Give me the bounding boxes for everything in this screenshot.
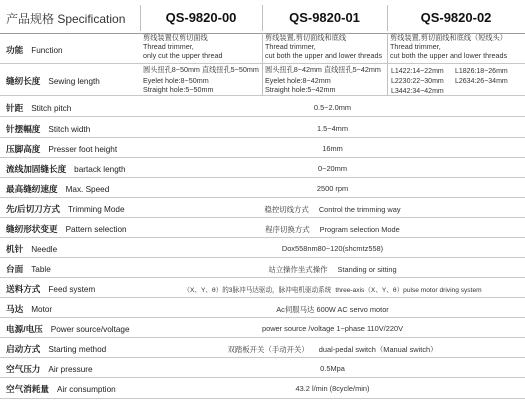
row-divider <box>0 116 525 117</box>
needle-value: Dox558nm80~120(shcmtz558) <box>281 244 384 253</box>
function-01: 剪线装置,剪切面线和底线 Thread trimmer, cut both the upper and lower threads <box>265 33 383 61</box>
power-source-value: power source /voltage 1~phase 110V/220V <box>262 324 403 333</box>
sewing-length-01: 圆头扭孔8~42mm 直线扭孔5~42mm Eyelet hole:8~42mm Straight hole:5~42mm <box>265 65 381 95</box>
stitch-width-label: 针摆幅度 Stitch width <box>6 124 91 134</box>
row-divider <box>0 95 525 96</box>
max-speed-value: 2500 rpm <box>316 184 349 193</box>
sewing-length-label: 缝纫长度 Sewing length <box>6 76 100 86</box>
starting-method-label: 启动方式 Starting method <box>6 344 107 354</box>
row-divider <box>0 337 525 338</box>
row-divider <box>0 357 525 358</box>
presser-foot-label: 压脚高度 Presser foot height <box>6 144 118 154</box>
table-label: 台面 Table <box>6 264 51 274</box>
row-divider <box>0 398 525 399</box>
table-header <box>0 0 525 34</box>
row-divider <box>0 63 525 64</box>
function-00: 剪线装置仅剪切面线 Thread trimmer, only cut the upper thread <box>143 33 223 61</box>
row-divider <box>0 197 525 198</box>
model-header-02: QS-9820-02 <box>420 10 492 25</box>
air-pressure-label: 空气压力 Air pressure <box>6 364 93 374</box>
row-divider <box>0 137 525 138</box>
motor-label: 马达 Motor <box>6 304 53 314</box>
feed-system-label: 送料方式 Feed system <box>6 284 96 294</box>
row-divider <box>0 377 525 378</box>
feed-system-value: （X、Y、θ）的3脉冲马达驱动，脉冲电机驱动系统 three-axis（X、Y、θ）pulse motor driving system <box>183 287 482 294</box>
model-header-00: QS-9820-00 <box>165 10 237 25</box>
row-divider <box>0 277 525 278</box>
stitch-pitch-value: 0.5~2.0mm <box>313 103 352 112</box>
stitch-width-value: 1.5~4mm <box>316 124 348 133</box>
max-speed-label: 最高缝纫速度 Max. Speed <box>6 184 110 194</box>
table-value: 站立操作坐式操作 Standing or sitting <box>268 265 397 274</box>
row-divider <box>0 257 525 258</box>
air-consumption-value: 43.2 l/min (8cycle/min) <box>295 384 370 393</box>
air-consumption-label: 空气消耗量 Air consumption <box>6 384 116 394</box>
column-divider <box>387 33 388 95</box>
pattern-selection-label: 缝纫形状变更 Pattern selection <box>6 224 127 234</box>
row-divider <box>0 177 525 178</box>
model-header-01: QS-9820-01 <box>289 10 360 25</box>
row-divider <box>0 317 525 318</box>
row-divider <box>0 157 525 158</box>
presser-foot-value: 16mm <box>322 144 343 153</box>
row-divider <box>0 297 525 298</box>
needle-label: 机针 Needle <box>6 244 58 254</box>
row-divider <box>0 237 525 238</box>
sewing-length-02: L1422:14~22mm L1826:18~26mm L2230:22~30mm L2634:26~34mm L3442:34~42mm <box>391 68 508 95</box>
row-divider <box>0 217 525 218</box>
motor-value: Ac伺服马达 600W AC servo motor <box>276 305 389 314</box>
specification-title: 产品规格 Specification <box>6 12 126 26</box>
pattern-selection-value: 程序切换方式 Program selection Mode <box>265 225 400 234</box>
starting-method-value: 双踏板开关（手动开关） dual-pedal switch（Manual switch） <box>227 345 438 354</box>
sewing-length-00: 圆头扭孔8~50mm 直线扭孔5~50mm Eyelet hole:8~50mm Straight hole:5~50mm <box>143 65 259 95</box>
air-pressure-value: 0.5Mpa <box>320 364 345 373</box>
function-label: 功能 Function <box>6 45 63 55</box>
function-02: 剪线装置,剪切面线和底线（短线头） Thread trimmer, cut both the upper and lower threads <box>390 33 508 61</box>
power-source-label: 电源/电压 Power source/voltage <box>6 324 130 334</box>
column-divider <box>262 33 263 95</box>
stitch-pitch-label: 针距 Stitch pitch <box>6 103 72 113</box>
bartack-length-value: 0~20mm <box>318 164 347 173</box>
trimming-mode-label: 先/后切刀方式 Trimming Mode <box>6 204 125 214</box>
bartack-length-label: 流线加固缝长度 bartack length <box>6 164 126 174</box>
trimming-mode-value: 稳控切线方式 Control the trimming way <box>264 205 401 214</box>
